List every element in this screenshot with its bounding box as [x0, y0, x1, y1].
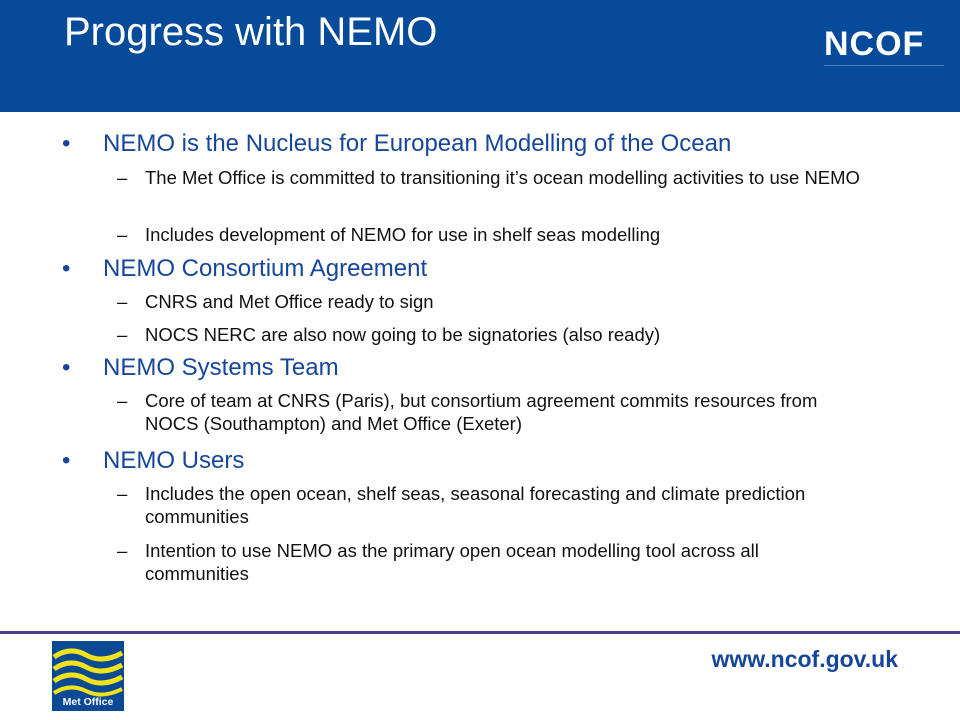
bullet-marker: • [62, 130, 71, 157]
brand-underline [824, 65, 944, 66]
bullet-text: NEMO is the Nucleus for European Modelling of the Ocean [103, 130, 732, 157]
sub-bullet-text: Includes development of NEMO for use in shelf seas modelling [145, 224, 661, 245]
bullet-text: NEMO Systems Team [103, 354, 339, 381]
dash-marker: – [117, 483, 128, 504]
bullet-marker: • [62, 354, 71, 381]
dash-marker: – [117, 291, 128, 312]
footer-divider [0, 631, 960, 634]
sub-bullet-item [117, 223, 865, 246]
met-office-logo [52, 641, 124, 711]
wave-icon [52, 641, 124, 699]
bullet-item [62, 353, 943, 382]
dash-marker: – [117, 390, 128, 411]
sub-bullet-text: CNRS and Met Office ready to sign [145, 291, 434, 312]
sub-bullet-item [117, 539, 865, 585]
bullet-item [62, 446, 943, 475]
sub-bullet-item [117, 166, 865, 189]
dash-marker: – [117, 167, 128, 188]
sub-bullet-item [117, 482, 865, 528]
sub-bullet-text: Core of team at CNRS (Paris), but consortium agreement commits resources from NOCS (Southampton) and Met Office (Exeter) [145, 390, 818, 434]
sub-bullet-item [117, 290, 865, 313]
dash-marker: – [117, 224, 128, 245]
bullet-text: NEMO Consortium Agreement [103, 255, 428, 282]
bullet-marker: • [62, 447, 71, 474]
slide-title: Progress with NEMO [64, 10, 438, 54]
footer-url-link[interactable]: www.ncof.gov.uk [711, 646, 898, 672]
sub-bullet-item [117, 389, 865, 435]
bullet-marker: • [62, 255, 71, 282]
bullet-item [62, 254, 943, 283]
sub-bullet-item [117, 323, 865, 346]
sub-bullet-text: Intention to use NEMO as the primary open ocean modelling tool across all communities [145, 540, 759, 584]
dash-marker: – [117, 324, 128, 345]
logo-label: Met Office [62, 696, 114, 708]
sub-bullet-text: Includes the open ocean, shelf seas, seasonal forecasting and climate prediction communities [145, 483, 806, 527]
dash-marker: – [117, 540, 128, 561]
sub-bullet-text: The Met Office is committed to transitioning it’s ocean modelling activities to use NEMO [145, 167, 860, 188]
sub-bullet-text: NOCS NERC are also now going to be signatories (also ready) [145, 324, 661, 345]
slide-header [0, 0, 960, 112]
bullet-item [62, 129, 943, 158]
bullet-text: NEMO Users [103, 447, 245, 474]
ncof-logo-text: NCOF [824, 25, 925, 63]
